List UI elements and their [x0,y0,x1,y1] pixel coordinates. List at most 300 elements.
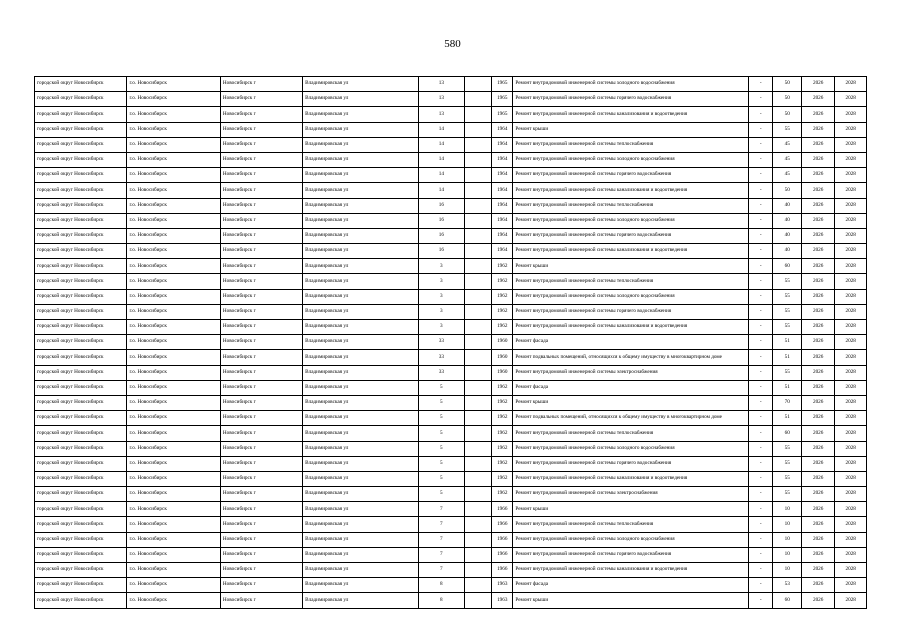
cell-start-year: 2026 [801,350,835,365]
cell-extra: - [749,244,773,259]
cell-street: Владимировская ул [303,532,419,547]
cell-municipality: г.о. Новосибирск [127,122,220,137]
cell-street: Владимировская ул [303,92,419,107]
cell-work-type: Ремонт внутридомовой инженерной системы канализования и водоотведения [513,320,749,335]
cell-house: 3 [418,304,464,319]
cell-house: 14 [418,183,464,198]
cell-municipality: г.о. Новосибирск [127,244,220,259]
cell-start-year: 2026 [801,578,835,593]
cell-work-type: Ремонт фасада [513,335,749,350]
cell-year: 1965 [492,107,513,122]
cell-extra: - [749,228,773,243]
cell-start-year: 2026 [801,122,835,137]
cell-municipality: г.о. Новосибирск [127,395,220,410]
cell-municipality: г.о. Новосибирск [127,502,220,517]
cell-year: 1962 [492,304,513,319]
cell-building [464,137,491,152]
cell-building [464,380,491,395]
cell-start-year: 2026 [801,244,835,259]
cell-work-type: Ремонт крыши [513,502,749,517]
cell-work-type: Ремонт внутридомовой инженерной системы теплоснабжения [513,137,749,152]
cell-term: 55 [773,274,801,289]
cell-work-type: Ремонт внутридомовой инженерной системы горячего водоснабжения [513,456,749,471]
cell-district: городской округ Новосибирск [35,395,127,410]
cell-year: 1960 [492,350,513,365]
cell-district: городской округ Новосибирск [35,77,127,92]
cell-start-year: 2026 [801,335,835,350]
cell-term: 40 [773,244,801,259]
cell-street: Владимировская ул [303,350,419,365]
cell-street: Владимировская ул [303,152,419,167]
cell-settlement: Новосибирск г [220,289,302,304]
cell-work-type: Ремонт внутридомовой инженерной системы канализования и водоотведения [513,471,749,486]
cell-street: Владимировская ул [303,122,419,137]
cell-work-type: Ремонт крыши [513,395,749,410]
cell-start-year: 2026 [801,274,835,289]
table-row [35,411,867,426]
cell-work-type: Ремонт внутридомовой инженерной системы электроснабжения [513,365,749,380]
cell-street: Владимировская ул [303,426,419,441]
cell-end-year: 2028 [835,426,867,441]
cell-extra: - [749,532,773,547]
cell-district: городской округ Новосибирск [35,92,127,107]
cell-building [464,502,491,517]
cell-year: 1966 [492,532,513,547]
cell-start-year: 2026 [801,365,835,380]
cell-building [464,365,491,380]
cell-building [464,168,491,183]
cell-end-year: 2028 [835,395,867,410]
cell-district: городской округ Новосибирск [35,593,127,608]
cell-municipality: г.о. Новосибирск [127,259,220,274]
cell-year: 1966 [492,517,513,532]
cell-term: 50 [773,183,801,198]
cell-extra: - [749,183,773,198]
table-row [35,92,867,107]
cell-term: 50 [773,107,801,122]
cell-settlement: Новосибирск г [220,395,302,410]
cell-work-type: Ремонт внутридомовой инженерной системы горячего водоснабжения [513,92,749,107]
cell-year: 1965 [492,92,513,107]
cell-street: Владимировская ул [303,517,419,532]
cell-work-type: Ремонт крыши [513,593,749,608]
cell-district: городской округ Новосибирск [35,198,127,213]
cell-end-year: 2028 [835,547,867,562]
page-number: 580 [444,38,461,50]
cell-start-year: 2026 [801,92,835,107]
table-row [35,213,867,228]
cell-settlement: Новосибирск г [220,365,302,380]
cell-municipality: г.о. Новосибирск [127,152,220,167]
cell-house: 16 [418,213,464,228]
cell-municipality: г.о. Новосибирск [127,92,220,107]
cell-year: 1962 [492,441,513,456]
cell-work-type: Ремонт внутридомовой инженерной системы канализования и водоотведения [513,563,749,578]
cell-term: 45 [773,137,801,152]
cell-work-type: Ремонт внутридомовой инженерной системы канализования и водоотведения [513,244,749,259]
cell-municipality: г.о. Новосибирск [127,304,220,319]
cell-municipality: г.о. Новосибирск [127,198,220,213]
cell-district: городской округ Новосибирск [35,365,127,380]
cell-building [464,320,491,335]
cell-end-year: 2028 [835,213,867,228]
cell-municipality: г.о. Новосибирск [127,335,220,350]
cell-district: городской округ Новосибирск [35,532,127,547]
cell-settlement: Новосибирск г [220,563,302,578]
table-row [35,395,867,410]
cell-extra: - [749,441,773,456]
cell-end-year: 2028 [835,350,867,365]
cell-end-year: 2028 [835,259,867,274]
cell-settlement: Новосибирск г [220,426,302,441]
cell-municipality: г.о. Новосибирск [127,77,220,92]
cell-end-year: 2028 [835,122,867,137]
cell-district: городской округ Новосибирск [35,213,127,228]
cell-building [464,426,491,441]
cell-term: 53 [773,578,801,593]
cell-settlement: Новосибирск г [220,274,302,289]
table-row [35,532,867,547]
cell-house: 7 [418,502,464,517]
cell-start-year: 2026 [801,426,835,441]
cell-end-year: 2028 [835,168,867,183]
cell-municipality: г.о. Новосибирск [127,441,220,456]
cell-start-year: 2026 [801,395,835,410]
cell-year: 1962 [492,426,513,441]
table-row [35,350,867,365]
cell-district: городской округ Новосибирск [35,441,127,456]
cell-settlement: Новосибирск г [220,578,302,593]
cell-street: Владимировская ул [303,471,419,486]
cell-end-year: 2028 [835,471,867,486]
cell-term: 45 [773,152,801,167]
cell-term: 55 [773,456,801,471]
cell-house: 5 [418,411,464,426]
cell-end-year: 2028 [835,502,867,517]
cell-settlement: Новосибирск г [220,532,302,547]
cell-extra: - [749,487,773,502]
cell-municipality: г.о. Новосибирск [127,426,220,441]
cell-work-type: Ремонт внутридомовой инженерной системы теплоснабжения [513,198,749,213]
cell-extra: - [749,380,773,395]
cell-municipality: г.о. Новосибирск [127,137,220,152]
cell-start-year: 2026 [801,502,835,517]
cell-term: 55 [773,441,801,456]
table-row [35,335,867,350]
cell-term: 55 [773,122,801,137]
cell-year: 1962 [492,456,513,471]
table-row [35,107,867,122]
cell-settlement: Новосибирск г [220,122,302,137]
cell-year: 1962 [492,274,513,289]
cell-year: 1964 [492,137,513,152]
cell-extra: - [749,213,773,228]
table-row [35,228,867,243]
cell-settlement: Новосибирск г [220,517,302,532]
cell-house: 13 [418,77,464,92]
cell-house: 14 [418,152,464,167]
cell-street: Владимировская ул [303,183,419,198]
cell-end-year: 2028 [835,532,867,547]
cell-end-year: 2028 [835,107,867,122]
cell-term: 51 [773,350,801,365]
cell-building [464,547,491,562]
cell-building [464,122,491,137]
cell-house: 3 [418,274,464,289]
cell-settlement: Новосибирск г [220,593,302,608]
cell-year: 1963 [492,593,513,608]
cell-building [464,289,491,304]
cell-term: 45 [773,168,801,183]
cell-settlement: Новосибирск г [220,183,302,198]
table-row [35,593,867,608]
cell-extra: - [749,107,773,122]
cell-start-year: 2026 [801,380,835,395]
cell-district: городской округ Новосибирск [35,426,127,441]
cell-start-year: 2026 [801,168,835,183]
cell-year: 1962 [492,487,513,502]
cell-district: городской округ Новосибирск [35,320,127,335]
cell-work-type: Ремонт внутридомовой инженерной системы горячего водоснабжения [513,228,749,243]
cell-district: городской округ Новосибирск [35,259,127,274]
cell-district: городской округ Новосибирск [35,380,127,395]
cell-term: 55 [773,304,801,319]
cell-term: 55 [773,365,801,380]
cell-building [464,228,491,243]
table-row [35,502,867,517]
cell-start-year: 2026 [801,304,835,319]
cell-building [464,350,491,365]
cell-house: 5 [418,426,464,441]
cell-house: 8 [418,593,464,608]
cell-street: Владимировская ул [303,547,419,562]
cell-district: городской округ Новосибирск [35,335,127,350]
cell-term: 55 [773,320,801,335]
cell-end-year: 2028 [835,244,867,259]
cell-street: Владимировская ул [303,411,419,426]
cell-house: 33 [418,365,464,380]
cell-extra: - [749,411,773,426]
cell-term: 51 [773,380,801,395]
cell-extra: - [749,426,773,441]
cell-municipality: г.о. Новосибирск [127,320,220,335]
cell-start-year: 2026 [801,517,835,532]
table-row [35,168,867,183]
cell-year: 1964 [492,198,513,213]
cell-year: 1964 [492,213,513,228]
cell-start-year: 2026 [801,259,835,274]
cell-municipality: г.о. Новосибирск [127,289,220,304]
cell-house: 16 [418,198,464,213]
cell-settlement: Новосибирск г [220,335,302,350]
cell-start-year: 2026 [801,532,835,547]
cell-street: Владимировская ул [303,198,419,213]
cell-start-year: 2026 [801,289,835,304]
cell-building [464,244,491,259]
cell-end-year: 2028 [835,320,867,335]
cell-street: Владимировская ул [303,502,419,517]
table-body [35,77,867,609]
cell-municipality: г.о. Новосибирск [127,228,220,243]
cell-end-year: 2028 [835,198,867,213]
cell-year: 1964 [492,183,513,198]
cell-building [464,411,491,426]
cell-municipality: г.о. Новосибирск [127,547,220,562]
cell-building [464,441,491,456]
cell-district: городской округ Новосибирск [35,502,127,517]
cell-work-type: Ремонт подвальных помещений, относящихся к общему имуществу в многоквартирном доме [513,411,749,426]
cell-house: 3 [418,259,464,274]
cell-district: городской округ Новосибирск [35,411,127,426]
cell-end-year: 2028 [835,563,867,578]
cell-end-year: 2028 [835,228,867,243]
cell-district: городской округ Новосибирск [35,487,127,502]
cell-end-year: 2028 [835,593,867,608]
cell-work-type: Ремонт внутридомовой инженерной системы теплоснабжения [513,517,749,532]
cell-settlement: Новосибирск г [220,198,302,213]
cell-street: Владимировская ул [303,578,419,593]
cell-year: 1962 [492,320,513,335]
cell-end-year: 2028 [835,411,867,426]
table-row [35,365,867,380]
cell-house: 7 [418,547,464,562]
table-row [35,441,867,456]
cell-start-year: 2026 [801,137,835,152]
cell-house: 5 [418,395,464,410]
cell-house: 5 [418,456,464,471]
cell-building [464,152,491,167]
cell-building [464,593,491,608]
cell-term: 55 [773,487,801,502]
cell-settlement: Новосибирск г [220,487,302,502]
table-row [35,244,867,259]
cell-year: 1962 [492,289,513,304]
cell-end-year: 2028 [835,487,867,502]
cell-extra: - [749,456,773,471]
cell-street: Владимировская ул [303,563,419,578]
cell-building [464,487,491,502]
cell-house: 7 [418,563,464,578]
cell-term: 10 [773,532,801,547]
cell-district: городской округ Новосибирск [35,122,127,137]
cell-end-year: 2028 [835,304,867,319]
cell-end-year: 2028 [835,456,867,471]
cell-building [464,471,491,486]
cell-extra: - [749,259,773,274]
cell-end-year: 2028 [835,517,867,532]
cell-year: 1964 [492,228,513,243]
cell-street: Владимировская ул [303,274,419,289]
cell-street: Владимировская ул [303,213,419,228]
cell-house: 13 [418,107,464,122]
cell-settlement: Новосибирск г [220,456,302,471]
cell-house: 16 [418,244,464,259]
cell-municipality: г.о. Новосибирск [127,380,220,395]
cell-settlement: Новосибирск г [220,137,302,152]
cell-year: 1960 [492,335,513,350]
cell-building [464,213,491,228]
cell-settlement: Новосибирск г [220,350,302,365]
cell-term: 55 [773,471,801,486]
cell-year: 1960 [492,365,513,380]
cell-building [464,198,491,213]
cell-municipality: г.о. Новосибирск [127,487,220,502]
cell-house: 14 [418,137,464,152]
cell-street: Владимировская ул [303,259,419,274]
cell-municipality: г.о. Новосибирск [127,456,220,471]
cell-extra: - [749,92,773,107]
cell-term: 40 [773,198,801,213]
cell-year: 1964 [492,152,513,167]
cell-year: 1964 [492,244,513,259]
cell-year: 1963 [492,578,513,593]
table-row [35,456,867,471]
cell-municipality: г.о. Новосибирск [127,107,220,122]
cell-settlement: Новосибирск г [220,213,302,228]
table-row [35,137,867,152]
cell-street: Владимировская ул [303,593,419,608]
cell-district: городской округ Новосибирск [35,274,127,289]
cell-settlement: Новосибирск г [220,244,302,259]
cell-settlement: Новосибирск г [220,152,302,167]
table-row [35,426,867,441]
cell-building [464,304,491,319]
table-row [35,289,867,304]
cell-municipality: г.о. Новосибирск [127,274,220,289]
cell-district: городской округ Новосибирск [35,563,127,578]
cell-district: городской округ Новосибирск [35,183,127,198]
table-row [35,563,867,578]
cell-district: городской округ Новосибирск [35,168,127,183]
cell-settlement: Новосибирск г [220,380,302,395]
table-row [35,578,867,593]
cell-street: Владимировская ул [303,137,419,152]
cell-start-year: 2026 [801,320,835,335]
cell-work-type: Ремонт внутридомовой инженерной системы горячего водоснабжения [513,168,749,183]
cell-work-type: Ремонт внутридомовой инженерной системы холодного водоснабжения [513,213,749,228]
cell-term: 60 [773,259,801,274]
cell-extra: - [749,168,773,183]
cell-term: 40 [773,213,801,228]
cell-term: 40 [773,228,801,243]
cell-district: городской округ Новосибирск [35,578,127,593]
cell-year: 1962 [492,395,513,410]
cell-street: Владимировская ул [303,320,419,335]
cell-building [464,107,491,122]
cell-extra: - [749,517,773,532]
cell-term: 51 [773,335,801,350]
cell-district: городской округ Новосибирск [35,244,127,259]
cell-settlement: Новосибирск г [220,471,302,486]
cell-start-year: 2026 [801,107,835,122]
cell-start-year: 2026 [801,593,835,608]
cell-work-type: Ремонт крыши [513,259,749,274]
cell-district: городской округ Новосибирск [35,304,127,319]
cell-street: Владимировская ул [303,168,419,183]
cell-settlement: Новосибирск г [220,441,302,456]
cell-street: Владимировская ул [303,77,419,92]
cell-municipality: г.о. Новосибирск [127,411,220,426]
cell-term: 10 [773,517,801,532]
table-row [35,259,867,274]
cell-year: 1962 [492,380,513,395]
cell-start-year: 2026 [801,487,835,502]
cell-municipality: г.о. Новосибирск [127,593,220,608]
cell-work-type: Ремонт фасада [513,578,749,593]
cell-extra: - [749,137,773,152]
cell-house: 16 [418,228,464,243]
cell-year: 1966 [492,563,513,578]
